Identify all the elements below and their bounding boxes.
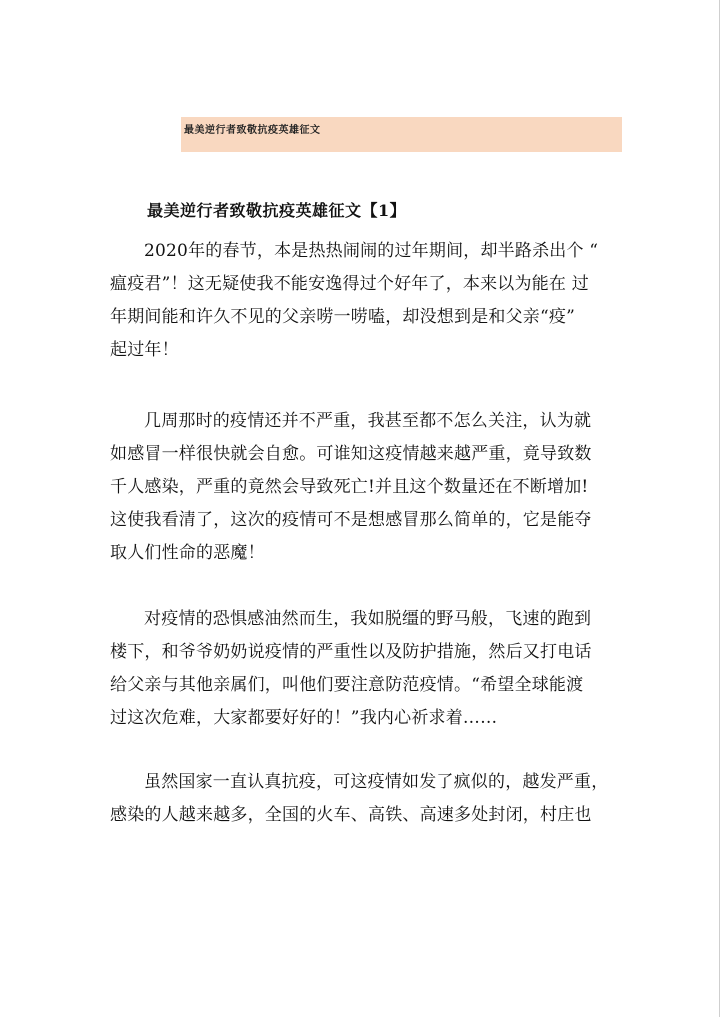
paragraph-line: 2020年的春节，本是热热闹闹的过年期间，却半路杀出个 “	[144, 241, 599, 261]
header-band	[181, 117, 622, 152]
header-band-text: 最美逆行者致敬抗疫英雄征文	[184, 125, 321, 136]
paragraph	[110, 405, 626, 570]
paragraph-line: 过这次危难，大家都要好好的！”我内心祈求着……	[110, 708, 498, 728]
paragraph-line: 这使我看清了，这次的疫情可不是想感冒那么简单的，它是能夺	[110, 510, 592, 530]
document-title: 最美逆行者致敬抗疫英雄征文【1】	[147, 201, 407, 220]
paragraph-line: 几周那时的疫情还并不严重，我甚至都不怎么关注，认为就	[144, 411, 592, 431]
paragraph-line: 虽然国家一直认真抗疫，可这疫情如发了疯似的，越发严重，	[144, 772, 609, 792]
paragraph-line: 楼下，和爷爷奶奶说疫情的严重性以及防护措施，然后又打电话	[110, 642, 592, 662]
paragraph	[110, 603, 626, 735]
paragraph-line: 对疫情的恐惧感油然而生，我如脱缰的野马般，飞速的跑到	[144, 609, 592, 629]
paragraph	[110, 235, 626, 367]
paragraph-line: 起过年！	[110, 340, 179, 360]
paragraph-line: 如感冒一样很快就会自愈。可谁知这疫情越来越严重，竟导致数	[110, 444, 592, 464]
paragraph-line: 给父亲与其他亲属们，叫他们要注意防范疫情。“希望全球能渡	[110, 675, 584, 695]
paragraph-line: 感染的人越来越多，全国的火车、高铁、高速多处封闭，村庄也	[110, 805, 592, 825]
paragraph-line: 千人感染，严重的竟然会导致死亡!并且这个数量还在不断增加!	[110, 477, 589, 497]
paragraph-line: 年期间能和许久不见的父亲唠一唠嗑，却没想到是和父亲“疫”	[110, 307, 575, 327]
paragraph	[110, 766, 626, 832]
paragraph-line: 取人们性命的恶魔！	[110, 543, 265, 563]
paragraph-line: 瘟疫君”！这无疑使我不能安逸得过个好年了，本来以为能在 过	[110, 274, 589, 294]
